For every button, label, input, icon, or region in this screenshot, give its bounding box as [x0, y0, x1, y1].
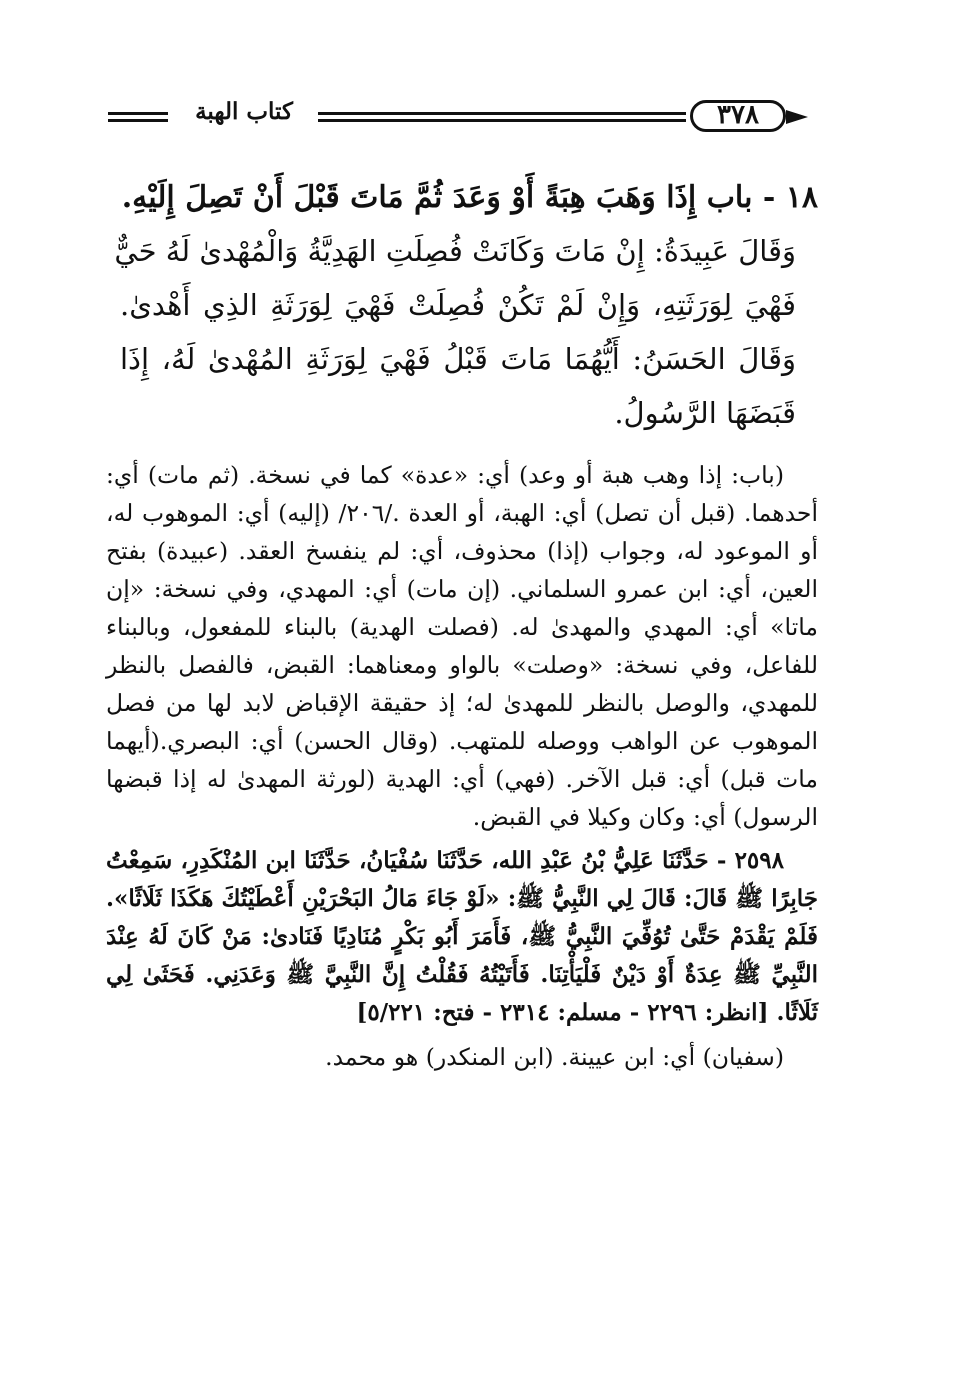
header-ornament	[786, 110, 808, 124]
main-text	[106, 172, 818, 1076]
hadith-commentary: (سفيان) أي: ابن عيينة. (ابن المنكدر) هو محمد.	[325, 1043, 784, 1071]
page-number: ٣٧٨	[690, 100, 786, 132]
narration-line: وَقَالَ عَبِيدَةُ: إِنْ مَاتَ وَكَانَتْ فُصِلَتِ الهَدِيَّةُ وَالْمُهْدىٰ لَهُ حَيٌّ	[114, 234, 796, 268]
chapter-narration	[106, 224, 818, 440]
chapter-heading: ١٨ - باب إِذَا وَهَبَ هِبَةً أَوْ وَعَدَ ثُمَّ مَاتَ قَبْلَ أَنْ تَصِلَ إِلَيْهِ.	[121, 180, 818, 215]
narration-line: وَقَالَ الحَسَنُ: أَيُّهُمَا مَاتَ قَبْلُ فَهْيَ لِوَرَثَةِ المُهْدىٰ لَهُ، إِذَا	[120, 342, 796, 376]
running-header	[100, 100, 818, 140]
header-rule-left	[108, 112, 168, 122]
book-title: كتاب الهبة	[195, 98, 293, 125]
narration-line: قَبَضَهَا الرَّسُولُ.	[614, 396, 796, 430]
header-rule-middle	[318, 112, 686, 122]
narration-line: فَهْيَ لِوَرَثَتِهِ، وَإِنْ لَمْ تَكُنْ فُصِلَتْ فَهْيَ لِوَرَثَةِ الذِي أَهْدىٰ.	[120, 288, 796, 322]
commentary-paragraph: (باب: إذا وهب هبة أو وعد) أي: «عدة» كما في نسخة. (ثم مات) أي: أحدهما. (قبل أن تصل) أي: الهبة، أو العدة ./٢٠٦/ (إليه) أي: الموهوب له، أو الموعود له، وجواب (إذا) محذوف، أي: لم ينفسخ العقد. (عبيدة) بفتح العين، أي: ابن عمرو السلماني. (إن مات) أي: المهدي، وفي نسخة: «إن ماتا» أي: المهدي والمهدىٰ له. (فصلت الهدية) بالبناء للمفعول، وبالبناء للفاعل، وفي نسخة: «وصلت» بالواو ومعناهما: القبض، فالفصل بالنظر للمهدي، والوصل بالنظر للمهدىٰ له؛ إذ حقيقة الإقباض لابد لها من فصل الموهوب عن الواهب ووصله للمتهب. (وقال الحسن) أي: البصري.(أيهما مات قبل) أي: قبل الآخر. (فهي) أي: الهدية (لورثة المهدىٰ له إذا قبضها الرسول) أي: وكان وكيلا في القبض.	[106, 461, 818, 831]
hadith-paragraph: ٢٥٩٨ - حَدَّثَنَا عَلِيُّ بْنُ عَبْدِ الله، حَدَّثَنَا سُفْيَانُ، حَدَّثَنَا ابن المُنْكَدِرِ، سَمِعْتُ جَابِرًا ﷺ قَالَ: قَالَ لِي النَّبِيُّ ﷺ: «لَوْ جَاءَ مَالُ البَحْرَيْنِ أَعْطَيْتُكَ هَكَذَا ثَلَاثًا». فَلَمْ يَقْدَمْ حَتَّىٰ تُوُفِّيَ النَّبِيُّ ﷺ، فَأَمَرَ أَبُو بَكْرٍ مُنَادِيًا فَنَادىٰ: مَنْ كَانَ لَهُ عِنْدَ النَّبِيِّ ﷺ عِدَةٌ أَوْ دَيْنٌ فَلْيَأْتِنَا. فَأَتَيْتُهُ فَقُلْتُ إِنَّ النَّبِيَّ ﷺ وَعَدَنِي. فَحَثَىٰ لِي ثَلَاثًا. [انظر: ٢٢٩٦ - مسلم: ٢٣١٤ - فتح: ٥/٢٢١]	[106, 847, 818, 1026]
